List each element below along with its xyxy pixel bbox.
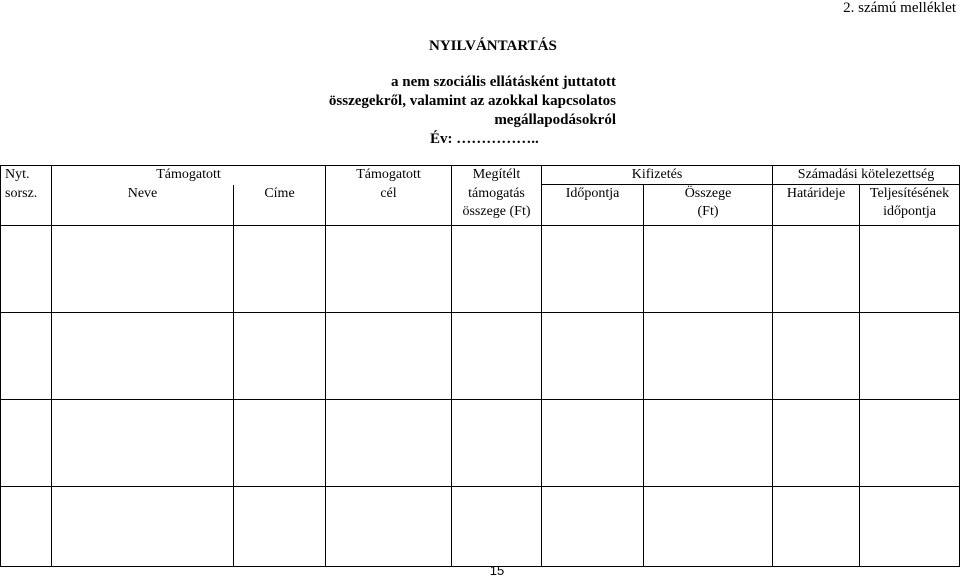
col-goal-header-2: cél: [326, 185, 452, 226]
cell-name[interactable]: [52, 400, 234, 487]
header-row-2: [1, 185, 960, 226]
cell-deadline[interactable]: [773, 226, 860, 313]
cell-deadline[interactable]: [773, 313, 860, 400]
cell-address[interactable]: [234, 226, 326, 313]
cell-address[interactable]: [234, 400, 326, 487]
cell-goal[interactable]: [326, 487, 452, 567]
cell-goal[interactable]: [326, 226, 452, 313]
cell-pay-date[interactable]: [542, 226, 644, 313]
col-pay-sum-header: Összege (Ft): [644, 185, 773, 226]
cell-seq[interactable]: [1, 226, 52, 313]
table-row: [1, 400, 960, 487]
cell-pay-sum[interactable]: [644, 487, 773, 567]
cell-seq[interactable]: [1, 400, 52, 487]
register-table: [0, 165, 960, 567]
table-row: [1, 226, 960, 313]
cell-fulfil[interactable]: [860, 226, 960, 313]
cell-name[interactable]: [52, 226, 234, 313]
cell-amount[interactable]: [452, 400, 542, 487]
document-title: NYILVÁNTARTÁS: [429, 38, 557, 54]
cell-address[interactable]: [234, 313, 326, 400]
cell-fulfil[interactable]: [860, 313, 960, 400]
col-pay-date-header: Időpontja: [542, 185, 644, 226]
col-seq-header-2: sorsz.: [1, 185, 52, 226]
col-fulfil-header: Teljesítésének időpontja: [860, 185, 960, 226]
cell-pay-sum[interactable]: [644, 313, 773, 400]
subtitle-line-2: összegekről, valamint az azokkal kapcsolatos megállapodásokról: [328, 93, 616, 128]
table-row: [1, 487, 960, 567]
cell-address[interactable]: [234, 487, 326, 567]
cell-pay-date[interactable]: [542, 313, 644, 400]
col-name-header: Neve: [52, 185, 234, 226]
document-subtitle: [276, 73, 616, 130]
cell-amount[interactable]: [452, 313, 542, 400]
page-number: 15: [489, 563, 505, 578]
col-amount-header: Megítélt: [452, 166, 542, 185]
year-field: [430, 131, 539, 148]
group-accounting-header: Számadási kötelezettség: [773, 166, 960, 185]
col-seq-header: Nyt.: [1, 166, 52, 185]
cell-pay-sum[interactable]: [644, 400, 773, 487]
subtitle-line-1: a nem szociális ellátásként juttatott: [391, 74, 616, 90]
cell-name[interactable]: [52, 313, 234, 400]
cell-amount[interactable]: [452, 226, 542, 313]
cell-fulfil[interactable]: [860, 400, 960, 487]
cell-fulfil[interactable]: [860, 487, 960, 567]
header-row-1: [1, 166, 960, 185]
cell-pay-date[interactable]: [542, 487, 644, 567]
table-row: [1, 313, 960, 400]
annex-label: 2. számú melléklet: [843, 0, 956, 16]
cell-goal[interactable]: [326, 400, 452, 487]
col-goal-header: Támogatott: [326, 166, 452, 185]
col-address-header: Címe: [234, 185, 326, 226]
cell-deadline[interactable]: [773, 487, 860, 567]
cell-amount[interactable]: [452, 487, 542, 567]
cell-goal[interactable]: [326, 313, 452, 400]
group-supported-header: Támogatott: [52, 166, 326, 185]
cell-pay-date[interactable]: [542, 400, 644, 487]
col-amount-header-2: támogatás összege (Ft): [452, 185, 542, 226]
cell-seq[interactable]: [1, 313, 52, 400]
cell-name[interactable]: [52, 487, 234, 567]
group-payment-header: Kifizetés: [542, 166, 773, 185]
cell-seq[interactable]: [1, 487, 52, 567]
cell-pay-sum[interactable]: [644, 226, 773, 313]
year-label: Év: ……………..: [430, 131, 539, 147]
cell-deadline[interactable]: [773, 400, 860, 487]
col-deadline-header: Határideje: [773, 185, 860, 226]
